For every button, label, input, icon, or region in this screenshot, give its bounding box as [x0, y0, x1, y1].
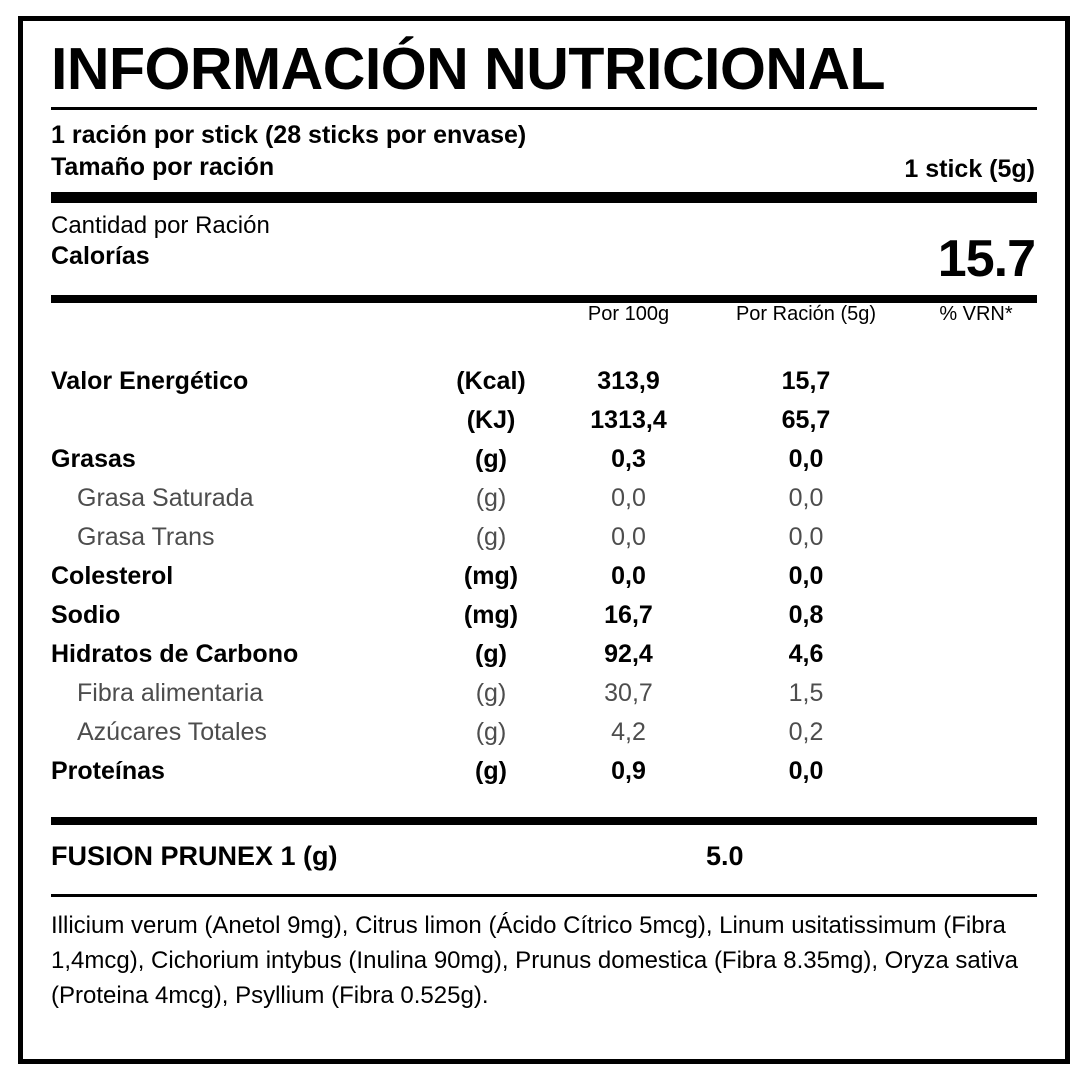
nutrient-per-serving: 1,5: [788, 678, 824, 707]
table-header-row: [51, 303, 1046, 332]
nutrient-name: Azúcares Totales: [77, 717, 267, 746]
nutrient-unit: (g): [475, 483, 507, 512]
blend-top-divider: [51, 817, 1037, 825]
amount-per-serving-label: Cantidad por Ración: [51, 211, 270, 239]
nutrient-name: Valor Energético: [51, 366, 249, 395]
column-header-vrn: % VRN*: [939, 302, 1013, 325]
ingredients-text: Illicium verum (Anetol 9mg), Citrus limon (Ácido Cítrico 5mcg), Linum usitatissimum (Fibra 1,4mcg), Cichorium intybus (Inulina 90mg), Prunus domestica (Fibra 8.35mg), Oryza sativa (Proteina 4mcg), Psyllium (Fibra 0.525g).: [51, 911, 1019, 1009]
table-row: [51, 752, 1046, 791]
nutrient-unit: (g): [475, 444, 507, 473]
blend-row: [51, 825, 1037, 888]
table-row: [51, 479, 1046, 518]
table-row: [51, 635, 1046, 674]
nutrient-per-100g: 0,3: [611, 444, 646, 473]
nutrient-unit: (g): [475, 678, 507, 707]
nutrient-per-100g: 0,9: [611, 756, 646, 785]
nutrient-per-serving: 0,0: [788, 483, 824, 512]
table-row: [51, 596, 1046, 635]
nutrient-vrn: [906, 518, 1046, 557]
nutrient-unit: (mg): [463, 600, 519, 629]
nutrient-unit: (g): [475, 639, 507, 668]
nutrient-vrn: [906, 557, 1046, 596]
nutrient-per-serving: 0,0: [788, 522, 824, 551]
calories-block: [51, 203, 1037, 295]
nutrient-name: [51, 401, 431, 440]
nutrient-name: Proteínas: [51, 756, 165, 785]
nutrient-unit: (g): [475, 522, 507, 551]
nutrient-vrn: [906, 752, 1046, 791]
nutrient-per-100g: 1313,4: [590, 405, 667, 434]
nutrient-per-serving: 15,7: [781, 366, 831, 395]
nutrient-vrn: [906, 479, 1046, 518]
nutrient-unit: (g): [475, 756, 507, 785]
nutrient-table: [51, 303, 1046, 791]
nutrient-name: Sodio: [51, 600, 121, 629]
nutrient-vrn: [906, 674, 1046, 713]
nutrition-facts-label: [18, 16, 1070, 1064]
table-row: [51, 674, 1046, 713]
nutrient-per-100g: 92,4: [604, 639, 653, 668]
nutrient-per-100g: 30,7: [604, 678, 653, 707]
servings-per-container: 1 ración por stick (28 sticks por envase): [51, 120, 527, 149]
column-header-unit: [431, 303, 551, 332]
nutrient-vrn: [906, 440, 1046, 479]
table-row: [51, 518, 1046, 557]
nutrient-name: Grasa Trans: [77, 522, 215, 551]
nutrient-per-serving: 0,0: [788, 444, 824, 473]
nutrient-vrn: [906, 596, 1046, 635]
nutrient-unit: (g): [475, 717, 507, 746]
table-row: [51, 362, 1046, 401]
table-row: [51, 401, 1046, 440]
blend-value: 5.0: [706, 840, 744, 871]
nutrient-vrn: [906, 635, 1046, 674]
serving-size-value: 1 stick (5g): [904, 154, 1035, 183]
nutrient-per-100g: 0,0: [611, 561, 646, 590]
nutrient-per-serving: 0,0: [788, 756, 824, 785]
nutrient-per-serving: 0,8: [788, 600, 824, 629]
column-header-per-100g: Por 100g: [587, 302, 670, 325]
calories-value: 15.7: [937, 229, 1035, 288]
nutrient-unit: (mg): [463, 561, 519, 590]
nutrient-per-100g: 0,0: [611, 522, 646, 551]
nutrient-name: Grasas: [51, 444, 136, 473]
nutrient-unit: (Kcal): [456, 366, 526, 395]
header-spacer: [51, 332, 1046, 362]
nutrient-per-serving: 65,7: [781, 405, 831, 434]
servings-divider: [51, 192, 1037, 203]
serving-size-label: Tamaño por ración: [51, 153, 275, 182]
calories-label: Calorías: [51, 241, 150, 270]
table-row: [51, 557, 1046, 596]
nutrient-per-serving: 4,6: [788, 639, 824, 668]
blend-name: FUSION PRUNEX 1 (g): [51, 840, 338, 871]
nutrient-per-serving: 0,0: [788, 561, 824, 590]
nutrient-unit: (KJ): [466, 405, 516, 434]
nutrient-vrn: [906, 362, 1046, 401]
nutrient-per-100g: 4,2: [611, 717, 646, 746]
nutrient-per-serving: 0,2: [788, 717, 824, 746]
column-header-name: [51, 303, 431, 332]
nutrient-per-100g: 0,0: [611, 483, 646, 512]
nutrient-name: Colesterol: [51, 561, 174, 590]
nutrient-name: Hidratos de Carbono: [51, 639, 299, 668]
calories-divider: [51, 295, 1037, 303]
table-row: [51, 713, 1046, 752]
nutrient-vrn: [906, 401, 1046, 440]
nutrient-per-100g: 16,7: [604, 600, 653, 629]
nutrient-name: Grasa Saturada: [77, 483, 254, 512]
nutrient-vrn: [906, 713, 1046, 752]
column-header-per-serving: Por Ración (5g): [735, 302, 877, 325]
nutrient-per-100g: 313,9: [597, 366, 660, 395]
nutrient-name: Fibra alimentaria: [77, 678, 264, 707]
page-title: INFORMACIÓN NUTRICIONAL: [51, 36, 886, 102]
servings-block: [51, 110, 1037, 192]
table-row: [51, 440, 1046, 479]
